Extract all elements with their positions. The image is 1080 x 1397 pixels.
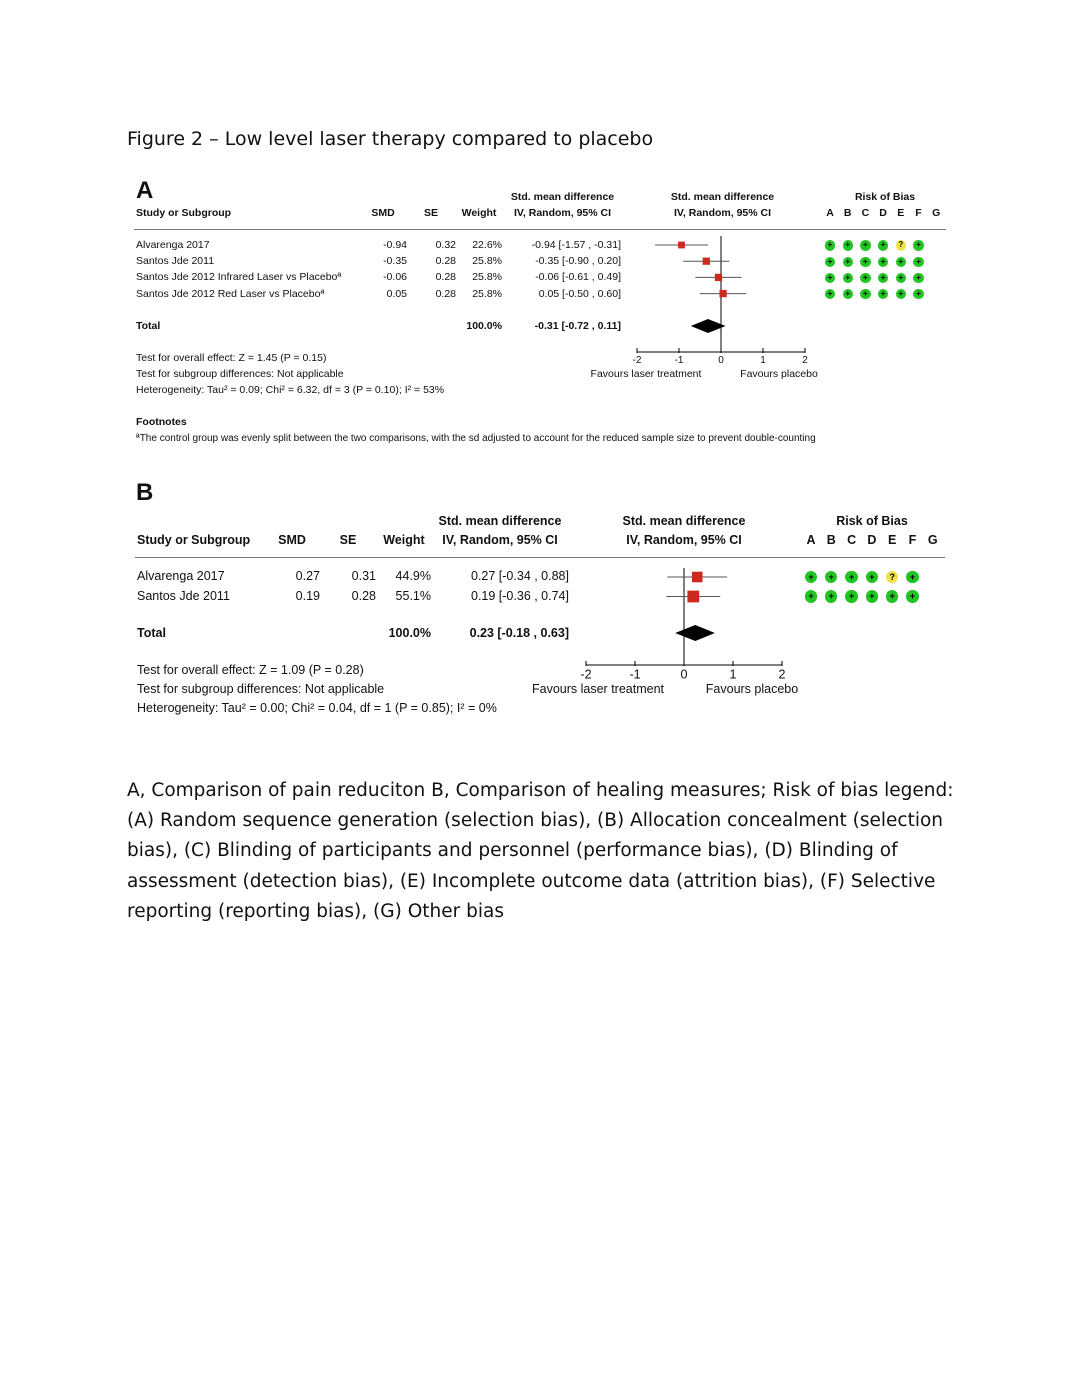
row-se: 0.28	[351, 588, 376, 603]
total-weight: 100.0%	[466, 320, 502, 332]
low-risk-icon: +	[913, 289, 923, 299]
rob-letter: A	[826, 207, 834, 219]
ci-header-top: Std. mean difference	[438, 514, 562, 528]
favours-placebo-label: Favours placebo	[705, 682, 799, 696]
rob-title: Risk of Bias	[854, 191, 916, 203]
row-study: Santos Jde 2011	[137, 588, 230, 603]
tick-label: 1	[729, 667, 737, 682]
low-risk-icon: +	[825, 590, 837, 602]
low-risk-icon: +	[825, 571, 837, 583]
low-risk-icon: +	[843, 289, 853, 299]
low-risk-icon: +	[860, 240, 870, 250]
overall-effect-test: Test for overall effect: Z = 1.45 (P = 0.15)	[136, 352, 327, 364]
smd-column-header: SMD	[371, 207, 395, 219]
row-smd: 0.27	[295, 569, 320, 583]
rob-letter: E	[897, 207, 905, 219]
low-risk-icon: +	[878, 257, 888, 267]
row-se: 0.28	[435, 271, 456, 284]
low-risk-icon: +	[805, 590, 817, 602]
row-se: 0.31	[351, 569, 376, 583]
row-weight: 25.8%	[472, 271, 502, 284]
row-weight: 44.9%	[395, 569, 431, 583]
low-risk-icon: +	[913, 257, 923, 267]
weight-column-header: Weight	[383, 533, 425, 547]
row-smd: -0.06	[383, 271, 407, 284]
total-label: Total	[136, 320, 161, 332]
low-risk-icon: +	[825, 273, 835, 283]
row-se: 0.28	[435, 287, 456, 300]
rob-letter: F	[908, 533, 917, 547]
se-column-header: SE	[339, 533, 357, 547]
figure-caption: A, Comparison of pain reduciton B, Comparison of healing measures; Risk of bias legend: (A) Random sequence generation (selection bias), (B) Allocation concealment (selection bias), (C) Blinding of participants and personnel (performance bias), (D) Blinding of assessment (detection bias), (E) Incomplete outcome data (attrition bias), (F) Selective reporting (reporting bias), (G) Other bias	[127, 780, 954, 922]
ci-header-bottom: IV, Random, 95% CI	[513, 207, 612, 219]
rob-letter: B	[826, 533, 836, 547]
weight-column-header: Weight	[461, 207, 497, 219]
low-risk-icon: +	[860, 289, 870, 299]
rob-letter: D	[867, 533, 877, 547]
tick-label: -2	[632, 355, 642, 366]
low-risk-icon: +	[913, 240, 923, 250]
row-smd: 0.05	[386, 287, 407, 300]
row-weight: 55.1%	[395, 588, 431, 603]
row-weight: 22.6%	[472, 239, 502, 251]
smd-column-header: SMD	[278, 533, 306, 547]
tick-label: 0	[718, 355, 724, 366]
rob-letter: C	[861, 207, 870, 219]
subgroup-test: Test for subgroup differences: Not applicable	[136, 368, 344, 380]
low-risk-icon: +	[860, 273, 870, 283]
tick-label: 0	[680, 667, 688, 682]
row-se: 0.28	[435, 255, 456, 268]
favours-placebo-label: Favours placebo	[740, 368, 818, 380]
rob-letter: G	[927, 533, 938, 547]
study-estimate-marker	[692, 572, 703, 583]
tick-label: -1	[629, 667, 641, 682]
plot-header-top: Std. mean difference	[622, 514, 746, 528]
rob-letter: E	[888, 533, 897, 547]
row-smd: 0.19	[295, 588, 320, 603]
ci-header-top: Std. mean difference	[510, 191, 615, 203]
se-column-header: SE	[423, 207, 438, 219]
low-risk-icon: +	[843, 273, 853, 283]
study-estimate-marker	[687, 591, 699, 603]
footnote: ªThe control group was evenly split between the two comparisons, with the sd adjusted to account for the reduced sample size to prevent double-counting	[136, 433, 816, 444]
ci-header-bottom: IV, Random, 95% CI	[442, 533, 558, 547]
total-label: Total	[137, 626, 166, 640]
row-weight: 25.8%	[472, 287, 502, 300]
unclear-risk-icon: ?	[886, 571, 898, 583]
plot-header-bottom: IV, Random, 95% CI	[673, 207, 772, 219]
unclear-risk-icon: ?	[896, 240, 906, 250]
low-risk-icon: +	[886, 590, 898, 602]
row-se: 0.32	[435, 239, 456, 251]
heterogeneity: Heterogeneity: Tau² = 0.09; Chi² = 6.32, df = 3 (P = 0.10); I² = 53%	[136, 384, 445, 396]
rob-letter: F	[915, 207, 922, 219]
low-risk-icon: +	[878, 240, 888, 250]
study-column-header: Study or Subgroup	[137, 533, 251, 547]
low-risk-icon: +	[825, 289, 835, 299]
row-ci: -0.94 [-1.57 , -0.31]	[531, 239, 621, 251]
rob-letter: B	[843, 207, 852, 219]
low-risk-icon: +	[843, 240, 853, 250]
row-ci: 0.05 [-0.50 , 0.60]	[538, 287, 621, 300]
rob-title: Risk of Bias	[836, 514, 908, 528]
row-ci: -0.35 [-0.90 , 0.20]	[535, 255, 621, 268]
low-risk-icon: +	[825, 257, 835, 267]
low-risk-icon: +	[896, 257, 906, 267]
low-risk-icon: +	[860, 257, 870, 267]
plot-header-top: Std. mean difference	[670, 191, 775, 203]
rob-letter: D	[879, 207, 887, 219]
low-risk-icon: +	[906, 571, 918, 583]
figure-title: Figure 2 – Low level laser therapy compared to placebo	[127, 128, 654, 150]
row-smd: -0.94	[383, 239, 407, 251]
rob-letter: A	[806, 533, 816, 547]
low-risk-icon: +	[906, 590, 918, 602]
row-ci: -0.06 [-0.61 , 0.49]	[535, 271, 621, 284]
row-ci: 0.27 [-0.34 , 0.88]	[471, 569, 569, 583]
pooled-diamond	[675, 625, 715, 641]
favours-laser-label: Favours laser treatment	[590, 368, 702, 380]
low-risk-icon: +	[845, 571, 857, 583]
rob-letter: C	[847, 533, 857, 547]
tick-label: -2	[580, 667, 592, 682]
low-risk-icon: +	[825, 240, 835, 250]
panel-label: A	[136, 177, 154, 204]
total-weight: 100.0%	[388, 626, 431, 640]
low-risk-icon: +	[843, 257, 853, 267]
tick-label: 2	[802, 355, 808, 366]
row-study: Santos Jde 2012 Red Laser vs Placeboª	[136, 287, 325, 300]
low-risk-icon: +	[896, 289, 906, 299]
low-risk-icon: +	[845, 590, 857, 602]
study-column-header: Study or Subgroup	[136, 207, 232, 219]
tick-label: 2	[778, 667, 786, 682]
low-risk-icon: +	[878, 273, 888, 283]
row-study: Alvarenga 2017	[136, 239, 210, 251]
total-ci: -0.31 [-0.72 , 0.11]	[534, 320, 621, 332]
row-smd: -0.35	[383, 255, 407, 268]
low-risk-icon: +	[896, 273, 906, 283]
overall-effect-test: Test for overall effect: Z = 1.09 (P = 0.28)	[137, 663, 364, 677]
row-weight: 25.8%	[472, 255, 502, 268]
low-risk-icon: +	[866, 590, 878, 602]
footnotes-title: Footnotes	[136, 416, 187, 428]
row-ci: 0.19 [-0.36 , 0.74]	[471, 588, 569, 603]
low-risk-icon: +	[866, 571, 878, 583]
subgroup-test: Test for subgroup differences: Not applicable	[137, 682, 385, 696]
panel-label: B	[136, 479, 154, 506]
low-risk-icon: +	[878, 289, 888, 299]
rob-letter: G	[932, 207, 941, 219]
row-study: Santos Jde 2011	[136, 255, 215, 268]
favours-laser-label: Favours laser treatment	[532, 682, 664, 696]
tick-label: -1	[674, 355, 684, 366]
heterogeneity: Heterogeneity: Tau² = 0.00; Chi² = 0.04, df = 1 (P = 0.85); I² = 0%	[137, 701, 497, 715]
low-risk-icon: +	[805, 571, 817, 583]
tick-label: 1	[760, 355, 766, 366]
total-ci: 0.23 [-0.18 , 0.63]	[469, 626, 569, 640]
row-study: Santos Jde 2012 Infrared Laser vs Placeboª	[136, 271, 342, 284]
row-study: Alvarenga 2017	[137, 569, 225, 583]
low-risk-icon: +	[913, 273, 923, 283]
plot-header-bottom: IV, Random, 95% CI	[626, 533, 742, 547]
